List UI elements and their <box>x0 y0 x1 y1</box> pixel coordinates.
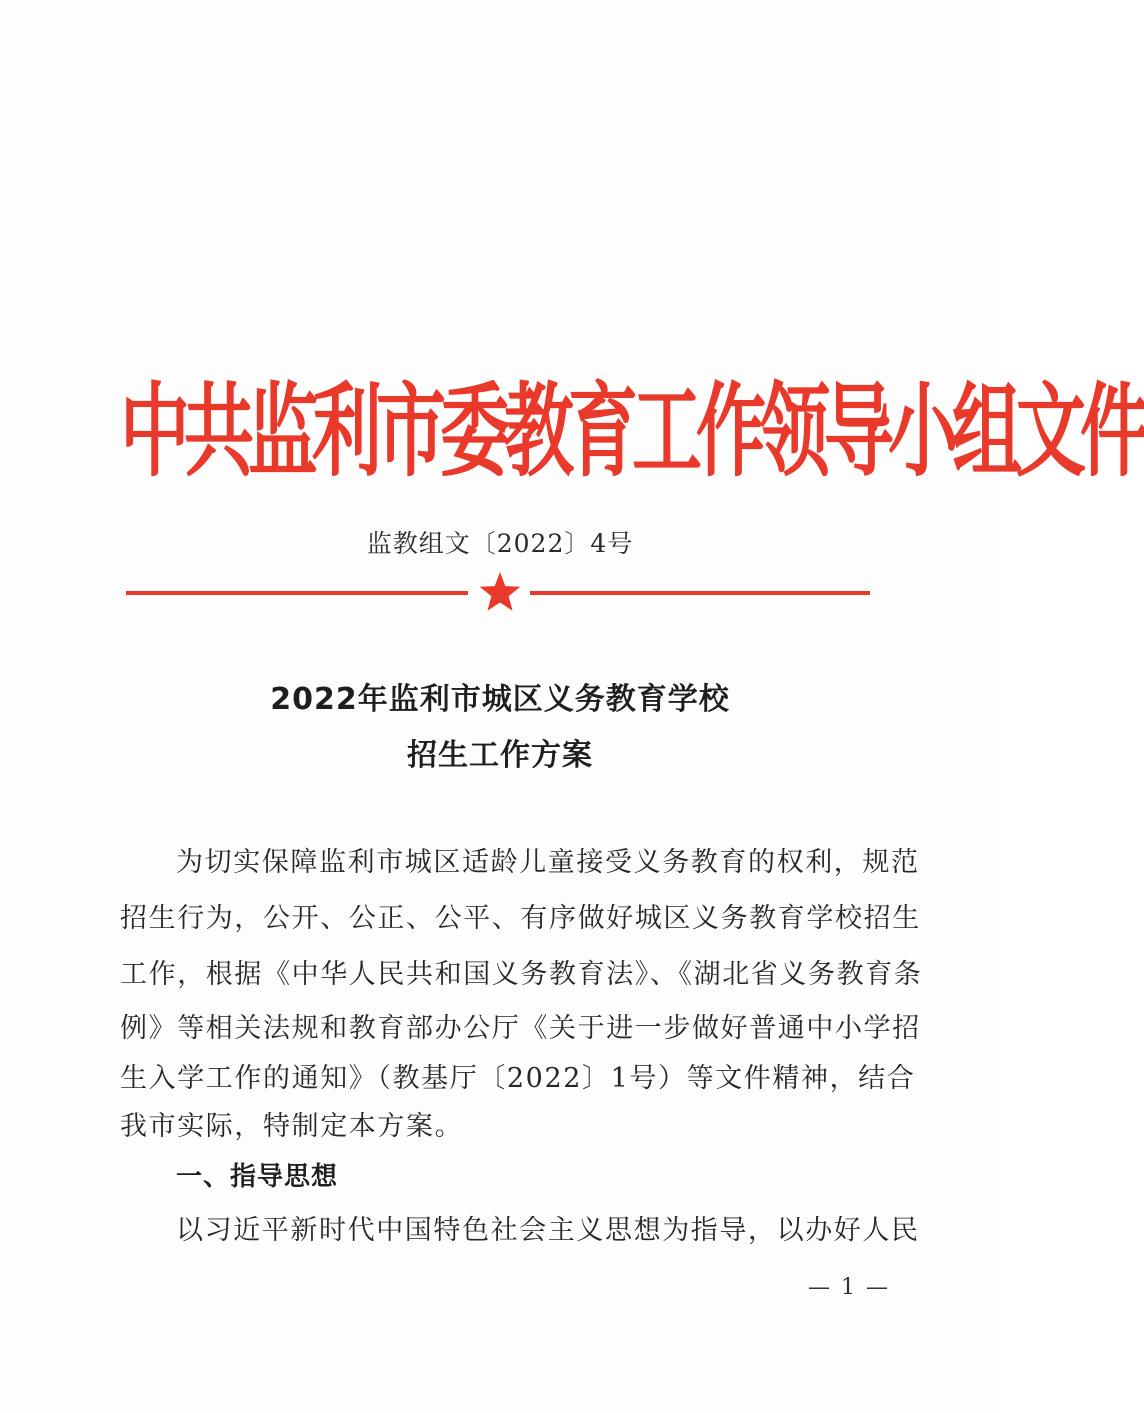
section-paragraph-line: 以习近平新时代中国特色社会主义思想为指导，以办好人民 <box>176 1215 920 1246</box>
section-heading: 一、指导思想 <box>176 1162 339 1192</box>
page-number: — 1 — <box>808 1275 890 1300</box>
paragraph-line: 例》等相关法规和教育部办公厅《关于进一步做好普通中小学招 <box>120 1013 921 1044</box>
paragraph-line: 我市实际，特制定本方案。 <box>120 1111 464 1142</box>
red-star-icon <box>478 570 522 614</box>
document-number: 监教组文〔2022〕4号 <box>366 529 634 558</box>
paragraph-line: 工作，根据《中华人民共和国义务教育法》、《湖北省义务教育条 <box>120 959 923 990</box>
document-title-line-1: 2022年监利市城区义务教育学校 <box>270 682 730 717</box>
document-title-line-2: 招生工作方案 <box>407 738 593 773</box>
document-header-title: 中共监利市委教育工作领导小组文件 <box>120 372 1144 491</box>
paragraph-line: 生入学工作的通知》（教基厅〔2022〕1号）等文件精神，结合 <box>120 1063 916 1094</box>
paragraph-line: 招生行为，公开、公正、公平、有序做好城区义务教育学校招生 <box>120 903 921 934</box>
paragraph-line: 为切实保障监利市城区适龄儿童接受义务教育的权利，规范 <box>176 847 920 878</box>
red-divider-right <box>530 591 870 595</box>
red-divider-left <box>126 591 468 595</box>
